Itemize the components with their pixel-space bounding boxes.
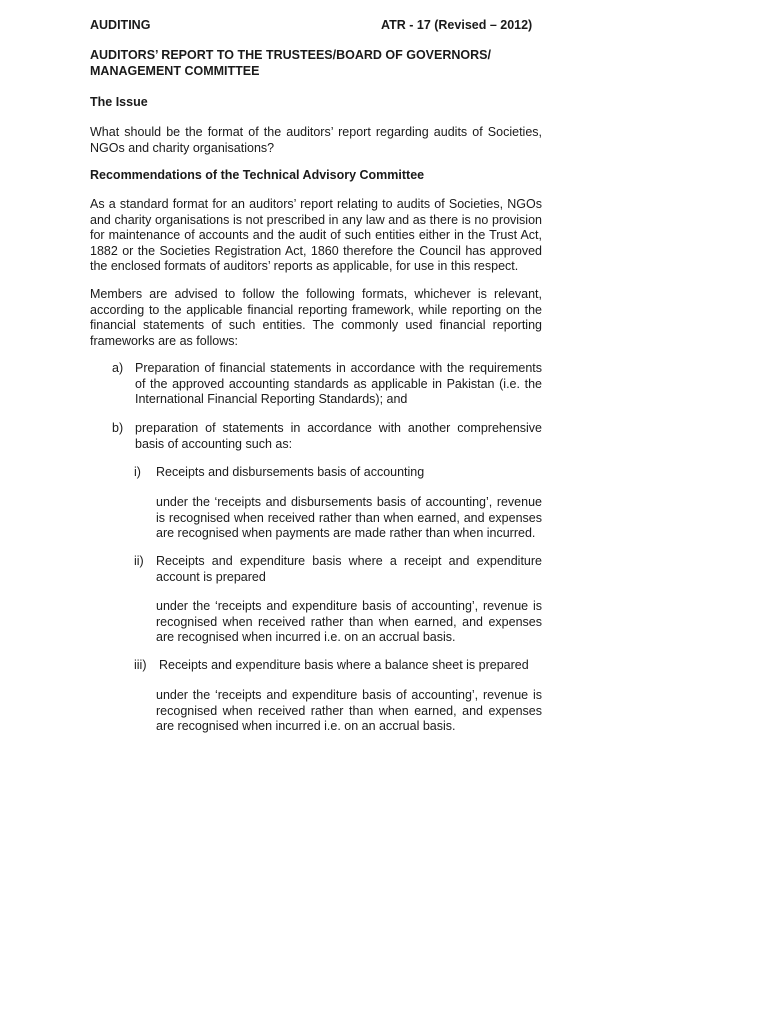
sublist-item-iii-description: under the ‘receipts and expenditure basis of accounting’, revenue is recognised when received rather than when earned, and expenses are recognised when incurred i.e. on an accrual basis. bbox=[156, 688, 542, 733]
sublist-item-iii-title: Receipts and expenditure basis where a balance sheet is prepared bbox=[159, 658, 529, 672]
recommendations-paragraph-2: Members are advised to follow the following formats, whichever is relevant, according to the applicable financial reporting framework, while reporting on the financial statements of such entities. The commonly used financial reporting frameworks are as follows: bbox=[90, 287, 542, 348]
list-marker-b: b) bbox=[112, 421, 124, 435]
sublist-item-i-description: under the ‘receipts and disbursements basis of accounting’, revenue is recognised when received rather than when earned, and expenses are recognised when payments are made rather than when incurred. bbox=[156, 495, 542, 540]
issue-heading: The Issue bbox=[90, 95, 148, 109]
list-marker-a: a) bbox=[112, 361, 124, 375]
list-item-a-text: Preparation of financial statements in accordance with the requirements of the approved accounting standards as applicable in Pakistan (i.e. the International Financial Reporting Standards); and bbox=[135, 361, 542, 406]
sublist-marker-ii: ii) bbox=[134, 554, 144, 568]
recommendations-heading: Recommendations of the Technical Advisory Committee bbox=[90, 168, 425, 182]
sublist-item-ii-description: under the ‘receipts and expenditure basis of accounting’, revenue is recognised when received rather than when earned, and expenses are recognised when incurred i.e. on an accrual basis. bbox=[156, 599, 542, 644]
sublist-marker-iii: iii) bbox=[134, 658, 147, 672]
header-standard-reference: ATR - 17 (Revised – 2012) bbox=[381, 18, 533, 32]
issue-text: What should be the format of the auditors’ report regarding audits of Societies, NGOs and charity organisations? bbox=[90, 125, 542, 155]
sublist-item-i-title: Receipts and disbursements basis of accounting bbox=[156, 465, 425, 479]
sublist-marker-i: i) bbox=[134, 465, 141, 479]
header-section-label: AUDITING bbox=[90, 18, 151, 32]
recommendations-paragraph-1: As a standard format for an auditors’ report relating to audits of Societies, NGOs and charity organisations is not prescribed in any law and as there is no provision for maintenance of accounts and the audit of such entities either in the Trust Act, 1882 or the Societies Registration Act, 1860 therefore the Council has approved the enclosed formats of auditors’ reports as applicable, for use in this respect. bbox=[90, 197, 542, 273]
sublist-item-ii-title: Receipts and expenditure basis where a receipt and expenditure account is prepared bbox=[156, 554, 542, 584]
document-title: AUDITORS’ REPORT TO THE TRUSTEES/BOARD OF GOVERNORS/ MANAGEMENT COMMITTEE bbox=[90, 48, 491, 78]
list-item-b-text: preparation of statements in accordance with another comprehensive basis of accounting such as: bbox=[135, 421, 542, 451]
